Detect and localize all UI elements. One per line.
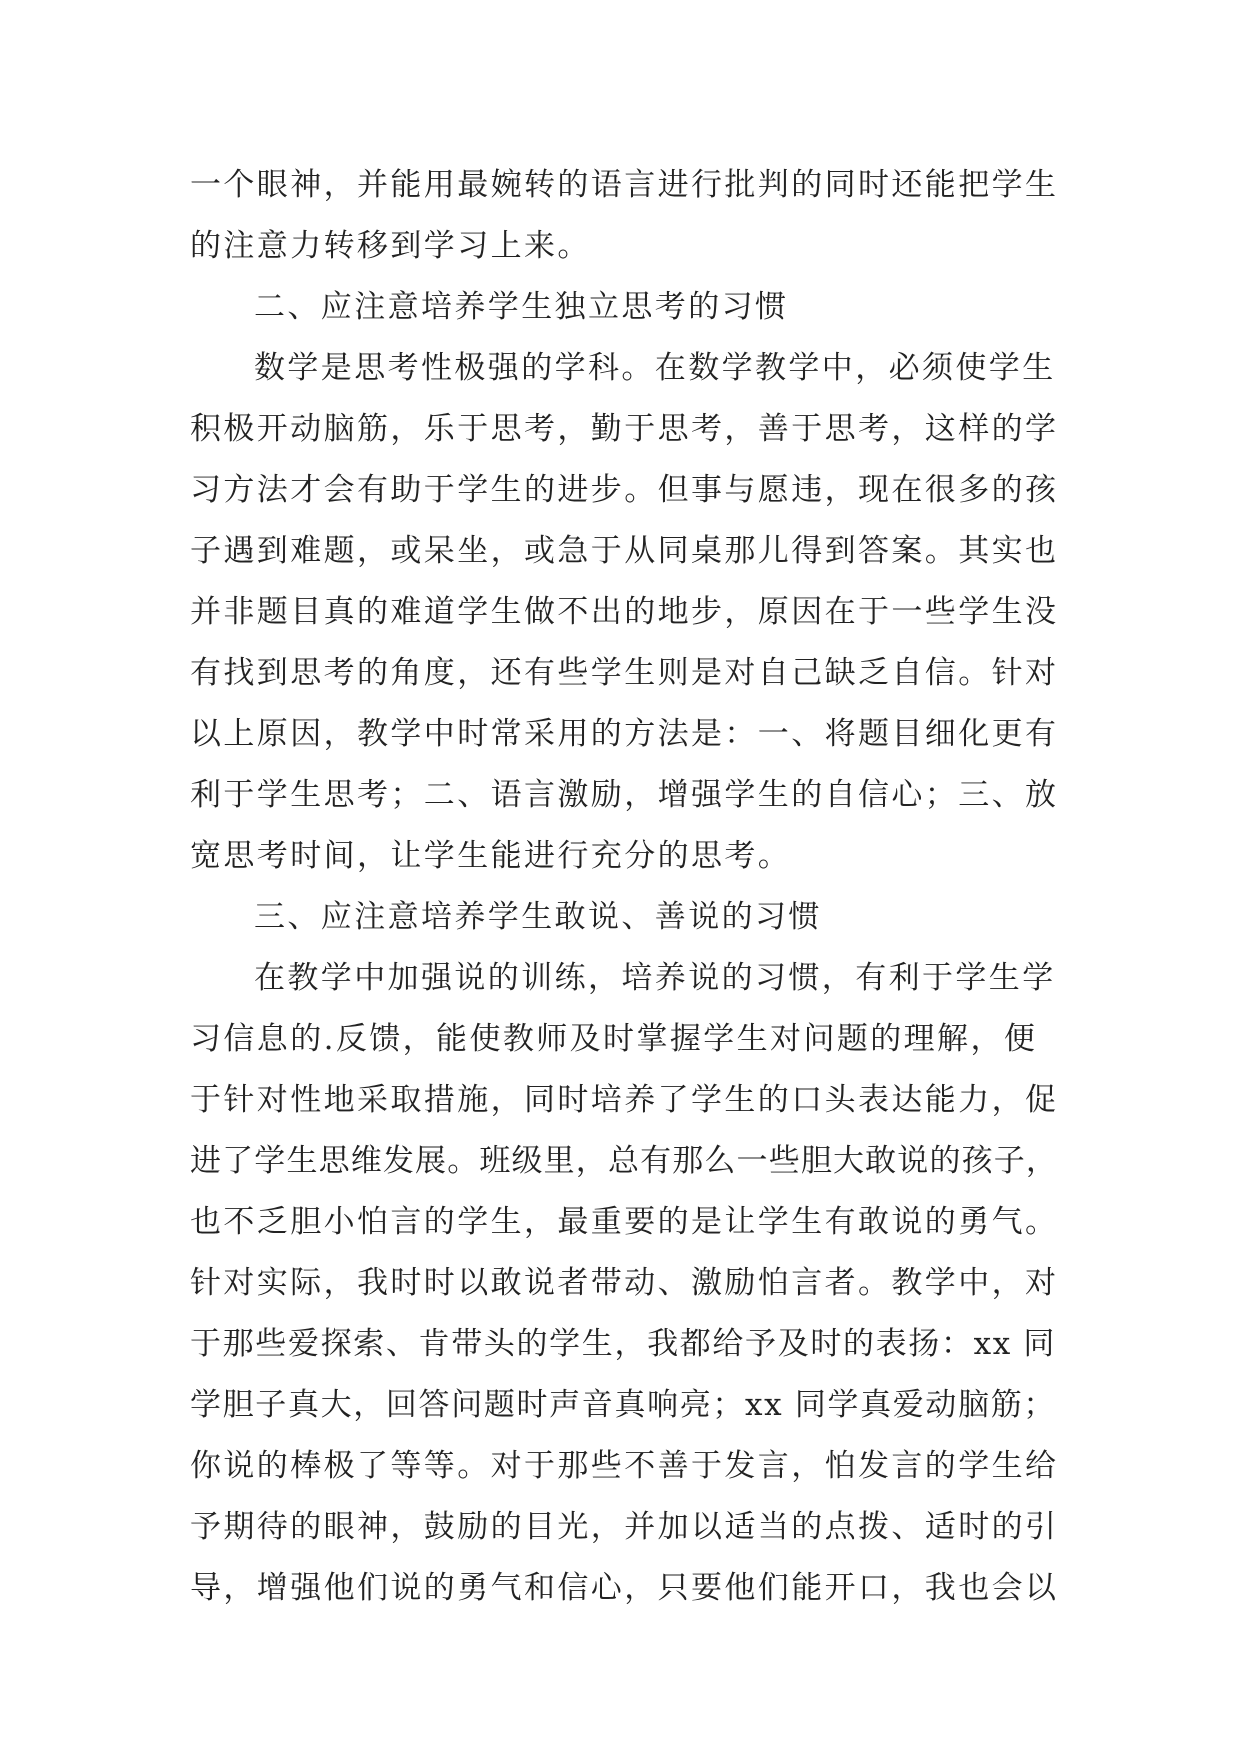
text-line: 宽思考时间，让学生能进行充分的思考。 xyxy=(190,838,792,874)
text-line: 针对实际，我时时以敢说者带动、激励怕言者。教学中，对 xyxy=(190,1265,1059,1301)
text-line: 有找到思考的角度，还有些学生则是对自己缺乏自信。针对 xyxy=(190,655,1059,691)
text-line: 你说的棒极了等等。对于那些不善于发言，怕发言的学生给 xyxy=(190,1448,1059,1484)
text-line: 并非题目真的难道学生做不出的地步，原因在于一些学生没 xyxy=(190,594,1059,630)
text-line: 于那些爱探索、肯带头的学生，我都给予及时的表扬：xx 同 xyxy=(190,1326,1057,1362)
text-line: 导，增强他们说的勇气和信心，只要他们能开口，我也会以 xyxy=(190,1570,1059,1606)
text-line: 以上原因，教学中时常采用的方法是：一、将题目细化更有 xyxy=(190,716,1059,752)
text-line: 利于学生思考；二、语言激励，增强学生的自信心；三、放 xyxy=(190,777,1059,813)
text-line: 也不乏胆小怕言的学生，最重要的是让学生有敢说的勇气。 xyxy=(190,1204,1059,1240)
text-line: 在教学中加强说的训练，培养说的习惯，有利于学生学 xyxy=(254,960,1056,996)
text-line: 予期待的眼神，鼓励的目光，并加以适当的点拨、适时的引 xyxy=(190,1509,1059,1545)
text-line: 进了学生思维发展。班级里，总有那么一些胆大敢说的孩子， xyxy=(190,1143,1059,1179)
text-line: 的注意力转移到学习上来。 xyxy=(190,228,591,264)
text-line: 积极开动脑筋，乐于思考，勤于思考，善于思考，这样的学 xyxy=(190,411,1059,447)
text-line: 数学是思考性极强的学科。在数学教学中，必须使学生 xyxy=(254,350,1056,386)
text-line: 学胆子真大，回答问题时声音真响亮；xx 同学真爱动脑筋； xyxy=(190,1387,1057,1423)
text-line: 于针对性地采取措施，同时培养了学生的口头表达能力，促 xyxy=(190,1082,1059,1118)
text-line: 一个眼神，并能用最婉转的语言进行批判的同时还能把学生 xyxy=(190,167,1059,203)
text-line: 习信息的.反馈，能使教师及时掌握学生对问题的理解，便 xyxy=(190,1021,1038,1057)
text-line: 子遇到难题，或呆坐，或急于从同桌那儿得到答案。其实也 xyxy=(190,533,1059,569)
text-line: 习方法才会有助于学生的进步。但事与愿违，现在很多的孩 xyxy=(190,472,1059,508)
document-body xyxy=(190,155,1060,1619)
section-heading: 三、应注意培养学生敢说、善说的习惯 xyxy=(254,899,822,935)
section-heading: 二、应注意培养学生独立思考的习惯 xyxy=(254,289,789,325)
